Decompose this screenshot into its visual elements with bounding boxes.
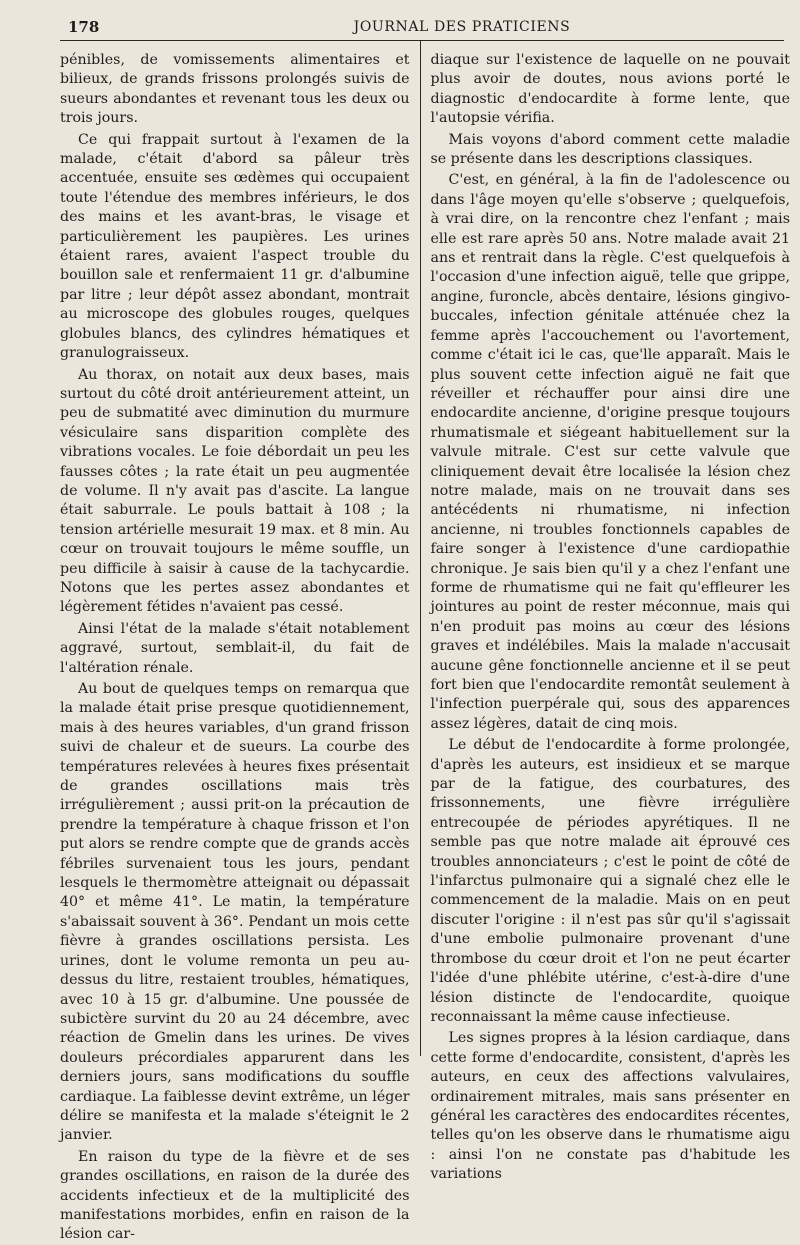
paragraph: diaque sur l'existence de laquelle on ne pouvait plus avoir de doutes, nous avions porté le diagnostic d'endocardite à forme lente, que l'autopsie vérifia. [430,52,790,127]
right-column [421,51,791,1183]
paragraph: Au bout de quelques temps on remarqua que la malade était prise presque quotidiennement, mais à des heures variables, d'un grand frisson suivi de chaleur et de sueurs. La courbe des températures relevées à heures fixes présentait de grandes oscillations mais très irrégulièrement ; aussi prit-on la précaution de prendre la température à chaque frisson et l'on put alors se rendre compte que de grands accès fébriles survenaient tous les jours, pendant lesquels le thermomètre atteignait ou dépassait 40° et même 41°. Le matin, la température s'abaissait souvent à 36°. Pendant un mois cette fièvre à grandes oscillations persista. Les urines, dont le volume remonta un peu au-dessus du litre, restaient troubles, hématiques, avec 10 à 15 gr. d'albumine. Une poussée de subictère survint du 20 au 24 décembre, avec réaction de Gmelin dans les urines. De vives douleurs précordiales apparurent dans les derniers jours, sans modifications du souffle cardiaque. La faiblesse devint extrême, un léger délire se manifesta et la malade s'éteignit le 2 janvier. [60,681,410,1144]
text-columns [60,51,790,1243]
paragraph: Ce qui frappait surtout à l'examen de la malade, c'était d'abord sa pâleur très accentuée, ensuite ses œdèmes qui occupaient toute l'étendue des membres inférieurs, le dos des mains et les avant-bras, le visage et particulièrement les paupières. Les urines étaient rares, avaient l'aspect trouble du bouillon sale et renfermaient 11 gr. d'albumine par litre ; leur dépôt assez abondant, montrait au microscope des globules rouges, quelques globules blancs, des cylindres hématiques et granulograisseux. [60,131,410,362]
paragraph: pénibles, de vomissements alimentaires et bilieux, de grands frissons prolongés suivis de sueurs abondantes et revenant tous les deux ou trois jours. [60,52,410,127]
left-column [60,51,420,1243]
paragraph: Ainsi l'état de la malade s'était notablement aggravé, surtout, semblait-il, du fait de l'altération rénale. [60,620,410,676]
paragraph: Au thorax, on notait aux deux bases, mais surtout du côté droit antérieurement atteint, un peu de submatité avec diminution du murmure vésiculaire sans disparition complète des vibrations vocales. Le foie débordait un peu les fausses côtes ; la rate était un peu augmentée de volume. Il n'y avait pas d'ascite. La langue était saburrale. Le pouls battait à 108 ; la tension artérielle mesurait 19 max. et 8 min. Au cœur on trouvait toujours le même souffle, un peu difficile à saisir à cause de la tachycardie. Notons que les pertes assez abondantes et légèrement fétides n'avaient pas cessé. [60,366,410,616]
running-title: JOURNAL DES PRATICIENS [353,19,571,35]
paragraph: Mais voyons d'abord comment cette maladie se présente dans les descriptions classiques. [430,131,790,168]
paragraph: Le début de l'endocardite à forme prolongée, d'après les auteurs, est insidieux et se marque par de la fatigue, des courbatures, des frissonnements, une fièvre irrégulière entrecoupée de périodes apyrétiques. Il ne semble pas que notre malade ait éprouvé ces troubles annonciateurs ; c'est le point de côté de l'infarctus pulmonaire qui a signalé chez elle le commencement de la maladie. Mais on en peut discuter l'origine : il n'est pas sûr qu'il s'agissait d'une embolie pulmonaire provenant d'une thrombose du cœur droit et l'on ne peut écarter l'idée d'une phlébite utérine, c'est-à-dire d'une lésion distincte de l'endocardite, quoique reconnaissant la même cause infectieuse. [430,737,790,1025]
page-number: 178 [68,18,100,36]
paragraph: En raison du type de la fièvre et de ses grandes oscillations, en raison de la durée des accidents infectieux et de la multiplicité des manifestations morbides, enfin en raison de la lésion car- [60,1148,410,1243]
page-header [60,14,784,41]
paragraph: C'est, en général, à la fin de l'adolescence ou dans l'âge moyen qu'elle s'observe ; quelquefois, à vrai dire, on la rencontre chez l'enfant ; mais elle est rare après 50 ans. Notre malade avait 21 ans et rentrait dans la règle. C'est quelquefois à l'occasion d'une infection aiguë, telle que grippe, angine, furoncle, abcès dentaire, lésions gingivo-buccales, infection génitale atténuée chez la femme après l'accouchement ou l'avortement, comme c'était ici le cas, que'lle apparaît. Mais le plus souvent cette infection aiguë ne fait que réveiller et réchauffer pour ainsi dire une endocardite ancienne, d'origine presque toujours rhumatismale et siégeant habituellement sur la valvule mitrale. C'est sur cette valvule que cliniquement devait être localisée la lésion chez notre malade, mais on ne trouvait dans ses antécédents ni rhumatisme, ni infection ancienne, ni troubles fonctionnels capables de faire songer à l'existence d'une cardiopathie chronique. Je sais bien qu'il y a chez l'enfant une forme de rhumatisme qui ne fait qu'effleurer les jointures au point de rester méconnue, mais qui n'en produit pas moins au cœur des lésions graves et indélébiles. Mais la malade n'accusait aucune gêne fonctionnelle ancienne et il se peut fort bien que l'endocardite remontât seulement à l'infection puerpérale qui, sous des apparences assez légères, datait de cinq mois. [430,172,790,732]
paragraph: Les signes propres à la lésion cardiaque, dans cette forme d'endocardite, consistent, d'après les auteurs, en ceux des affections valvulaires, ordinairement mitrales, mais sans présenter en général les caractères des endocardites récentes, telles qu'on les observe dans le rhumatisme aigu : ainsi l'on ne constate pas d'habitude les variations [430,1030,790,1183]
